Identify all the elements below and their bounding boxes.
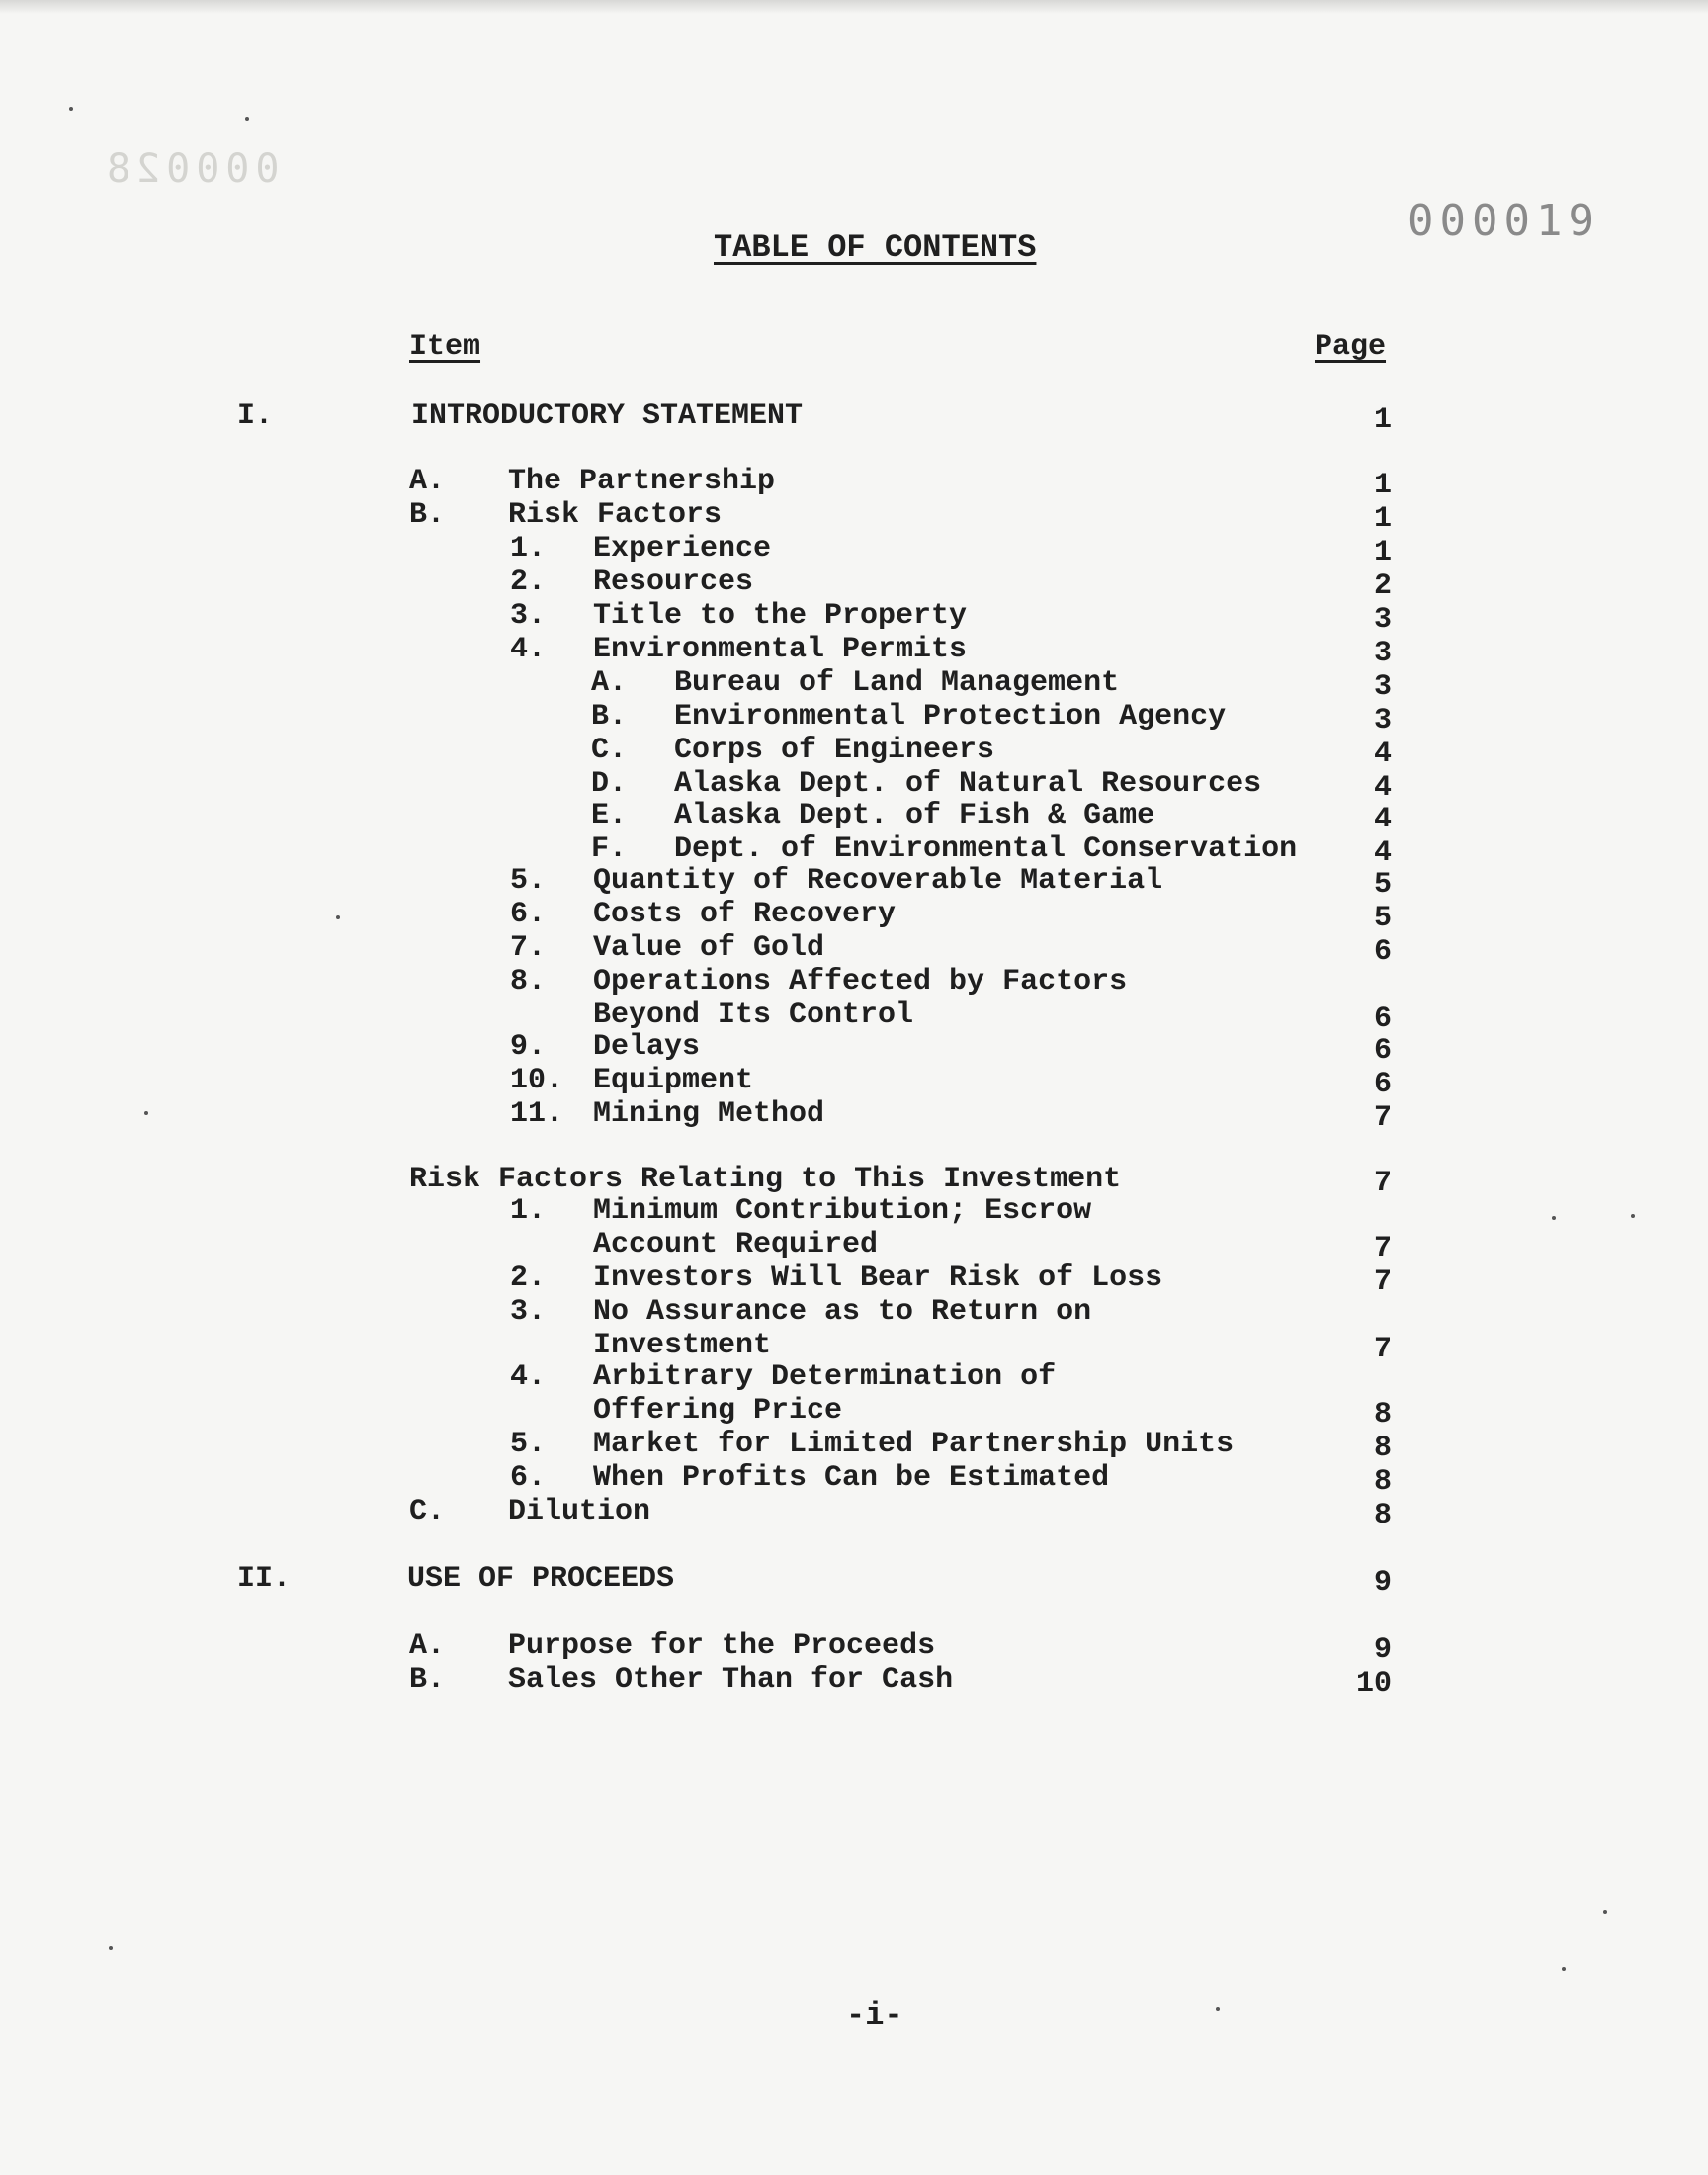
toc-entry-label: Purpose for the Proceeds: [508, 1629, 936, 1663]
toc-entry-number: D.: [591, 767, 628, 801]
toc-entry-label: Quantity of Recoverable Material: [593, 864, 1163, 898]
toc-entry-label: Mining Method: [593, 1097, 825, 1131]
toc-entry-number: B.: [591, 700, 628, 734]
bleed-through-stamp: 000028: [101, 146, 280, 192]
toc-entry: [0, 864, 1708, 902]
toc-entry: [0, 965, 1708, 999]
toc-entry-page: 7: [1373, 1232, 1392, 1265]
toc-entry: [0, 1262, 1708, 1299]
toc-entry-number: 4.: [510, 633, 547, 666]
toc-entry: [0, 1030, 1708, 1068]
toc-entry-label: Equipment: [593, 1064, 754, 1097]
toc-entry-label: Resources: [593, 566, 754, 599]
toc-entry: [0, 1163, 1708, 1200]
toc-entry-page: 1: [1373, 502, 1392, 536]
toc-entry-page: 7: [1373, 1265, 1392, 1299]
toc-entry-page: 8: [1373, 1499, 1392, 1532]
toc-entry: [0, 1194, 1708, 1228]
toc-entry-label: USE OF PROCEEDS: [407, 1562, 675, 1596]
toc-entry-number: 2.: [510, 566, 547, 599]
toc-entry-label: Investors Will Bear Risk of Loss: [593, 1262, 1163, 1295]
toc-entry: [0, 734, 1708, 771]
toc-entry-page: 6: [1373, 1034, 1392, 1068]
toc-entry: [0, 1064, 1708, 1101]
toc-entry-number: 8.: [510, 965, 547, 999]
toc-entry-number: B.: [409, 1663, 446, 1696]
toc-entry: [0, 767, 1708, 805]
column-header-page: Page: [1315, 330, 1387, 364]
toc-entry-page: 3: [1373, 603, 1392, 637]
toc-entry-number: C.: [591, 734, 628, 767]
toc-entry: [0, 532, 1708, 569]
toc-entry: [0, 1228, 1708, 1265]
toc-entry-page: 5: [1373, 868, 1392, 902]
toc-entry: [0, 399, 1708, 437]
toc-entry: [0, 566, 1708, 603]
column-header-item: Item: [409, 330, 481, 364]
toc-entry-number: A.: [409, 465, 446, 498]
toc-entry-label: Alaska Dept. of Fish & Game: [674, 799, 1155, 832]
toc-entry-page: 9: [1373, 1566, 1392, 1600]
toc-entry: [0, 465, 1708, 502]
toc-entry-number: 9.: [510, 1030, 547, 1064]
toc-entry-page: 9: [1373, 1633, 1392, 1667]
toc-entry-number: II.: [237, 1562, 292, 1596]
toc-entry-page: 8: [1373, 1465, 1392, 1499]
toc-entry: [0, 832, 1708, 870]
toc-entry-label: No Assurance as to Return on: [593, 1295, 1092, 1329]
toc-entry-page: 2: [1373, 569, 1392, 603]
toc-entry: [0, 498, 1708, 536]
toc-entry: [0, 599, 1708, 637]
toc-entry-page: 8: [1373, 1398, 1392, 1432]
toc-entry-page: 7: [1373, 1101, 1392, 1135]
toc-entry-page: 10: [1355, 1667, 1392, 1700]
toc-entry-label: Account Required: [593, 1228, 879, 1262]
toc-entry-number: C.: [409, 1495, 446, 1528]
toc-entry-page: 3: [1373, 670, 1392, 704]
toc-entry-page: 3: [1373, 637, 1392, 670]
toc-entry-number: 5.: [510, 1428, 547, 1461]
toc-entry-label: Minimum Contribution; Escrow: [593, 1194, 1092, 1228]
toc-entry-label: Dilution: [508, 1495, 651, 1528]
toc-entry: [0, 1295, 1708, 1329]
toc-entry: [0, 1428, 1708, 1465]
toc-entry: [0, 1495, 1708, 1532]
toc-entry: [0, 666, 1708, 704]
toc-entry-page: 7: [1373, 1333, 1392, 1366]
page-title: TABLE OF CONTENTS: [714, 229, 1037, 266]
toc-entry-label: Market for Limited Partnership Units: [593, 1428, 1235, 1461]
toc-entry-page: 1: [1373, 536, 1392, 569]
toc-entry-number: 3.: [510, 1295, 547, 1329]
toc-entry-page: 6: [1373, 935, 1392, 969]
toc-entry-label: Investment: [593, 1329, 772, 1362]
toc-entry-label: Sales Other Than for Cash: [508, 1663, 954, 1696]
toc-entry: [0, 1663, 1708, 1700]
toc-entry-label: Risk Factors: [508, 498, 723, 532]
toc-entry: [0, 1562, 1708, 1600]
toc-entry-number: I.: [237, 399, 274, 433]
toc-entry-number: 4.: [510, 1360, 547, 1394]
toc-entry-label: Dept. of Environmental Conservation: [674, 832, 1298, 866]
toc-entry: [0, 1097, 1708, 1135]
toc-entry-label: Delays: [593, 1030, 701, 1064]
toc-entry: [0, 1329, 1708, 1366]
page-stamp-number: 000019: [1408, 196, 1600, 246]
toc-entry-number: F.: [591, 832, 628, 866]
toc-entry: [0, 999, 1708, 1036]
toc-entry: [0, 898, 1708, 935]
toc-entry-page: 4: [1373, 803, 1392, 836]
toc-entry-page: 8: [1373, 1432, 1392, 1465]
toc-entry-label: Costs of Recovery: [593, 898, 897, 931]
toc-entry-label: Corps of Engineers: [674, 734, 995, 767]
toc-entry: [0, 1360, 1708, 1394]
toc-entry-page: 4: [1373, 836, 1392, 870]
toc-entry-number: 2.: [510, 1262, 547, 1295]
toc-entry-number: 3.: [510, 599, 547, 633]
toc-entry-label: Alaska Dept. of Natural Resources: [674, 767, 1262, 801]
toc-entry-page: 6: [1373, 1002, 1392, 1036]
toc-entry-label: INTRODUCTORY STATEMENT: [411, 399, 804, 433]
toc-entry-label: Arbitrary Determination of: [593, 1360, 1057, 1394]
page-footer-number: -i-: [846, 1997, 903, 2034]
toc-entry: [0, 1461, 1708, 1499]
toc-entry-label: Risk Factors Relating to This Investment: [409, 1163, 1122, 1196]
toc-entry-page: 1: [1373, 469, 1392, 502]
toc-entry-number: 5.: [510, 864, 547, 898]
toc-entry: [0, 931, 1708, 969]
toc-entry-label: Value of Gold: [593, 931, 825, 965]
toc-entry-number: 1.: [510, 532, 547, 566]
toc-entry-page: 1: [1373, 403, 1392, 437]
toc-entry: [0, 799, 1708, 836]
toc-entry-label: When Profits Can be Estimated: [593, 1461, 1110, 1495]
toc-entry: [0, 1629, 1708, 1667]
toc-entry-page: 6: [1373, 1068, 1392, 1101]
toc-entry-label: Title to the Property: [593, 599, 968, 633]
toc-entry-number: 7.: [510, 931, 547, 965]
toc-entry-label: Beyond Its Control: [593, 999, 914, 1032]
toc-entry-page: 3: [1373, 704, 1392, 738]
toc-entry-page: 4: [1373, 771, 1392, 805]
toc-entry-number: 11.: [510, 1097, 564, 1131]
toc-entry-label: Environmental Permits: [593, 633, 968, 666]
toc-entry-number: 1.: [510, 1194, 547, 1228]
toc-entry-number: 6.: [510, 898, 547, 931]
toc-entry-label: Environmental Protection Agency: [674, 700, 1227, 734]
toc-entry-number: A.: [409, 1629, 446, 1663]
toc-entry-page: 7: [1373, 1167, 1392, 1200]
toc-entry-page: 5: [1373, 902, 1392, 935]
toc-entry-label: The Partnership: [508, 465, 776, 498]
toc-entry-number: A.: [591, 666, 628, 700]
toc-entry-number: B.: [409, 498, 446, 532]
toc-entry-number: 10.: [510, 1064, 564, 1097]
toc-entry: [0, 633, 1708, 670]
toc-entry-label: Offering Price: [593, 1394, 843, 1428]
toc-entry-label: Experience: [593, 532, 772, 566]
toc-entry: [0, 1394, 1708, 1432]
toc-entry-label: Operations Affected by Factors: [593, 965, 1128, 999]
toc-entry: [0, 700, 1708, 738]
toc-entry-number: 6.: [510, 1461, 547, 1495]
toc-entry-label: Bureau of Land Management: [674, 666, 1120, 700]
toc-entry-number: E.: [591, 799, 628, 832]
toc-entry-page: 4: [1373, 738, 1392, 771]
